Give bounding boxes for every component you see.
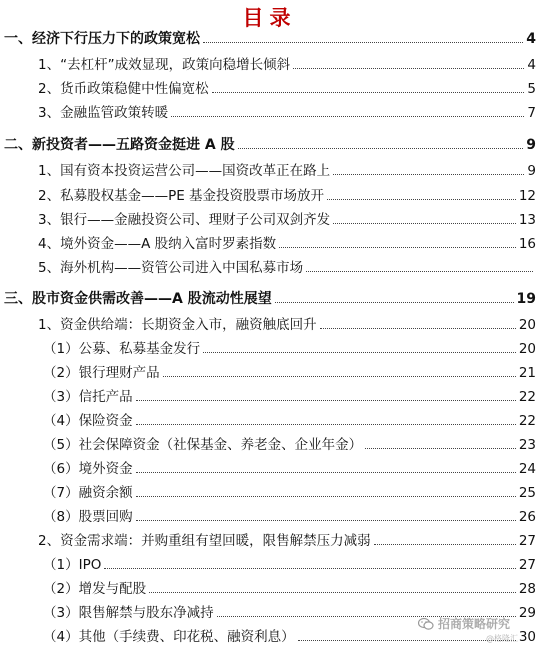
toc-page-number: 12 <box>518 188 536 204</box>
dot-leader <box>212 92 525 93</box>
toc-entry-label: （1）IPO <box>43 557 102 573</box>
toc-entry-label: （6）境外资金 <box>43 461 133 477</box>
toc-entry-label: （3）限售解禁与股东净减持 <box>43 605 214 621</box>
dot-leader <box>163 376 516 377</box>
toc-entry-label: （8）股票回购 <box>43 509 133 525</box>
toc-page-number: 25 <box>518 485 536 501</box>
toc-entry[interactable] <box>43 432 536 454</box>
toc-entry[interactable] <box>38 231 536 253</box>
toc-entry[interactable] <box>38 207 536 229</box>
toc-entry[interactable] <box>43 336 536 358</box>
dot-leader <box>149 592 516 593</box>
toc-entry[interactable] <box>38 100 536 122</box>
dot-leader <box>306 271 533 272</box>
toc-page-number: 29 <box>518 605 536 621</box>
dot-leader <box>279 247 516 248</box>
dot-leader <box>327 199 516 200</box>
toc-entry-label: （7）融资余额 <box>43 485 133 501</box>
dot-leader <box>104 568 515 569</box>
toc-entry[interactable] <box>38 52 536 74</box>
toc-page-number: 19 <box>516 291 536 307</box>
toc-entry-label: 2、私募股权基金——PE 基金投资股票市场放开 <box>38 188 325 204</box>
toc-page-number: 16 <box>518 236 536 252</box>
toc-page-number: 27 <box>518 557 536 573</box>
dot-leader <box>374 544 516 545</box>
dot-leader <box>320 328 516 329</box>
toc-entry-label: 3、金融监管政策转暖 <box>38 105 169 121</box>
toc-entry-label: 二、新投资者——五路资金挺进 A 股 <box>4 137 235 153</box>
watermark-subtext: @格隆汇 <box>486 634 518 643</box>
toc-chapter[interactable] <box>4 26 536 48</box>
toc-entry-label: （5）社会保障资金（社保基金、养老金、企业年金） <box>43 437 363 453</box>
watermark-text: 招商策略研究 <box>438 617 511 631</box>
toc-entry[interactable] <box>43 456 536 478</box>
toc-entry-label: （2）银行理财产品 <box>43 365 160 381</box>
toc-page-number: 22 <box>518 413 536 429</box>
toc-page-number: 20 <box>518 341 536 357</box>
toc-entry[interactable] <box>43 504 536 526</box>
dot-leader <box>333 174 524 175</box>
toc-page-number: 9 <box>527 163 536 179</box>
toc-page-number: 21 <box>518 365 536 381</box>
toc-entry-label: （3）信托产品 <box>43 389 133 405</box>
toc-entry[interactable] <box>43 552 536 574</box>
dot-leader <box>136 520 516 521</box>
dot-leader <box>136 472 516 473</box>
toc-entry-label: 1、资金供给端：长期资金入市，融资触底回升 <box>38 317 317 333</box>
toc-entry[interactable] <box>38 158 536 180</box>
dot-leader <box>238 148 524 149</box>
toc-entry[interactable] <box>38 255 536 277</box>
dot-leader <box>203 42 523 43</box>
toc-entry[interactable] <box>43 384 536 406</box>
dot-leader <box>136 496 516 497</box>
toc-entry[interactable] <box>38 528 536 550</box>
toc-page-number: 7 <box>527 105 536 121</box>
dot-leader <box>171 116 524 117</box>
toc-entry[interactable] <box>43 480 536 502</box>
toc-chapter[interactable] <box>4 286 536 308</box>
toc-entry-label: （4）其他（手续费、印花税、融资利息） <box>43 629 295 645</box>
dot-leader <box>293 68 524 69</box>
toc-entry-label: 3、银行——金融投资公司、理财子公司双剑齐发 <box>38 212 331 228</box>
toc-page-number: 30 <box>518 629 536 645</box>
watermark <box>418 611 538 647</box>
toc-entry-label: 三、股市资金供需改善——A 股流动性展望 <box>4 291 272 307</box>
toc-page-number: 28 <box>518 581 536 597</box>
dot-leader <box>365 448 516 449</box>
toc-page-number: 24 <box>518 461 536 477</box>
toc-entry[interactable] <box>43 360 536 382</box>
toc-entry[interactable] <box>38 312 536 334</box>
wechat-icon <box>418 617 434 631</box>
dot-leader <box>333 223 516 224</box>
toc-entry[interactable] <box>43 576 536 598</box>
toc-entry-label: 5、海外机构——资管公司进入中国私募市场 <box>38 260 304 276</box>
toc-chapter[interactable] <box>4 132 536 154</box>
toc-page-number: 4 <box>526 31 536 47</box>
toc-entry-label: 2、资金需求端：并购重组有望回暖，限售解禁压力减弱 <box>38 533 371 549</box>
toc-title: 目录 <box>242 5 297 30</box>
toc-entry-label: 1、国有资本投资运营公司——国资改革正在路上 <box>38 163 331 179</box>
dot-leader <box>136 400 516 401</box>
toc-page-number: 9 <box>526 137 536 153</box>
toc-page-number: 5 <box>527 81 536 97</box>
toc-entry-label: 4、境外资金——A 股纳入富时罗素指数 <box>38 236 277 252</box>
toc-entry[interactable] <box>38 76 536 98</box>
toc-page-number: 22 <box>518 389 536 405</box>
toc-page-number: 13 <box>518 212 536 228</box>
toc-entry-label: 一、经济下行压力下的政策宽松 <box>4 31 200 47</box>
toc-page-number: 23 <box>518 437 536 453</box>
dot-leader <box>136 424 516 425</box>
toc-entry[interactable] <box>38 183 536 205</box>
toc-entry-label: （2）增发与配股 <box>43 581 147 597</box>
toc-entry[interactable] <box>43 408 536 430</box>
toc-page-number: 20 <box>518 317 536 333</box>
toc-page-number: 26 <box>518 509 536 525</box>
toc-entry-label: 2、货币政策稳健中性偏宽松 <box>38 81 209 97</box>
dot-leader <box>203 352 516 353</box>
toc-page-number: 4 <box>527 57 536 73</box>
toc-entry-label: （4）保险资金 <box>43 413 133 429</box>
toc-page-number: 27 <box>518 533 536 549</box>
toc-entry-label: 1、“去杠杆”成效显现，政策向稳增长倾斜 <box>38 57 291 73</box>
dot-leader <box>275 302 514 303</box>
toc-entry-label: （1）公募、私募基金发行 <box>43 341 201 357</box>
